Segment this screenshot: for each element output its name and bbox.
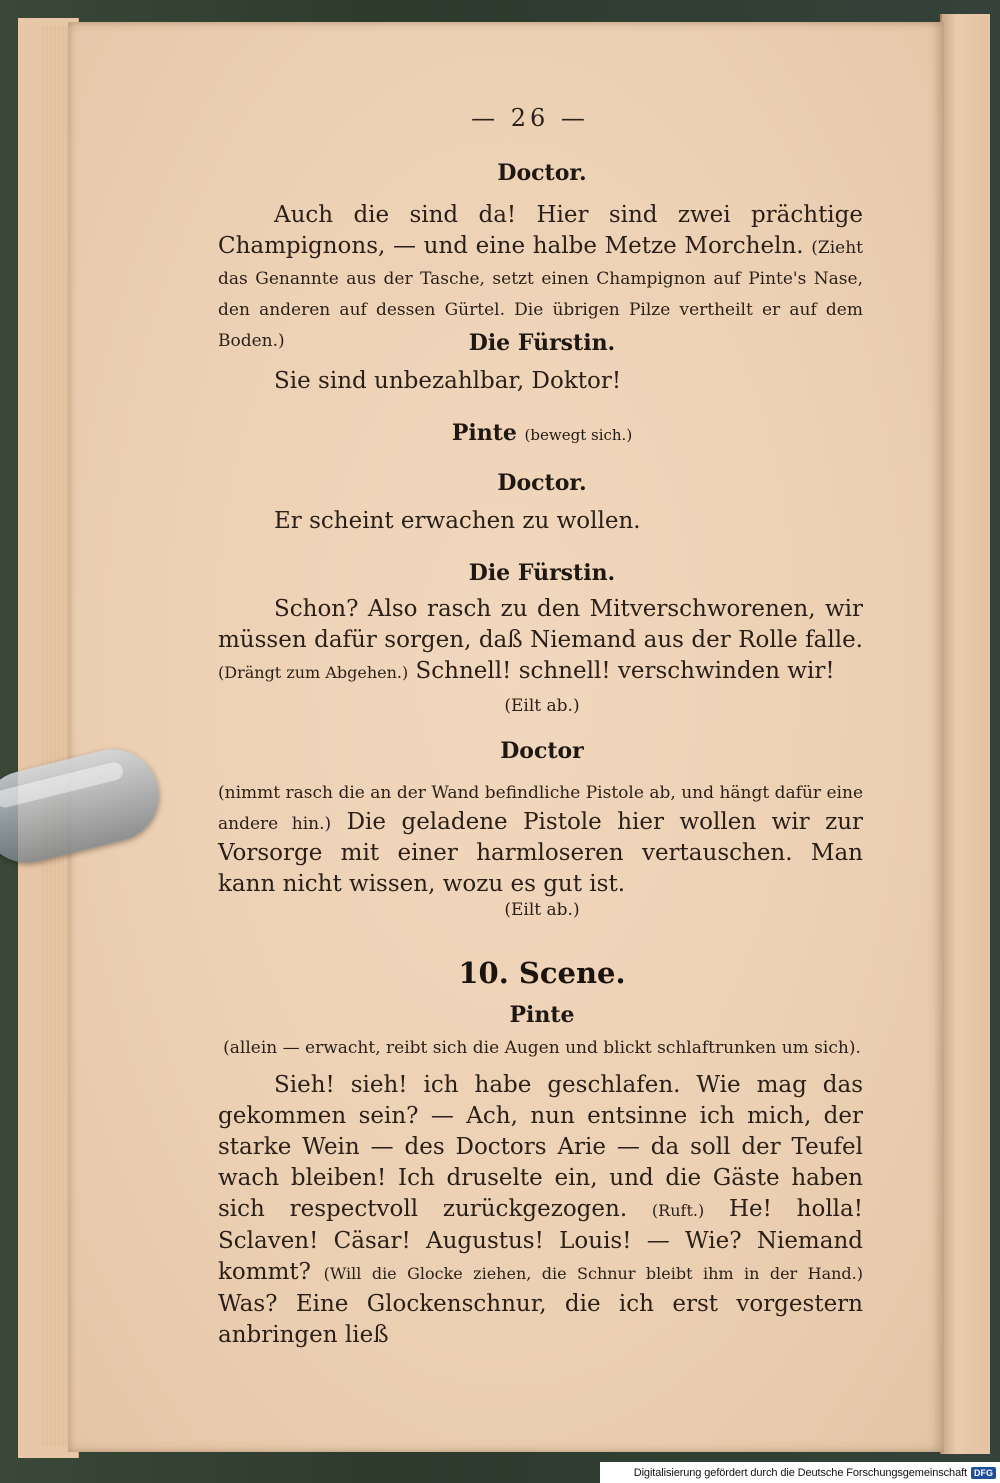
stage-direction: (Drängt zum Abgehen.) [218,663,409,682]
dialogue-doctor-3 [218,776,863,900]
exit-direction-1: (Eilt ab.) [504,696,580,716]
speaker-pinte-2: Pinte [509,1002,575,1028]
footer-text: Digitalisierung gefördert durch die Deutsche Forschungsgemeinschaft [633,1466,967,1479]
speaker-doctor-3: Doctor [500,738,584,764]
speaker-pinte-1 [222,420,862,446]
speaker-doctor-1: Doctor. [497,160,587,186]
stage-direction: (nimmt rasch die an der Wand befindliche Pistole ab, und hängt dafür eine andere hin.) [218,783,863,834]
dialogue-fuerstin-2 [218,594,863,688]
dialogue-text: Schnell! schnell! verschwinden wir! [415,658,835,684]
stage-direction: (bewegt sich.) [524,426,633,444]
right-page-edge [940,14,990,1454]
dialogue-text: Sieh! sieh! ich habe geschlafen. Wie mag das gekommen sein? — Ach, nun entsinne ich mich, der starke Wein — des Doctors Arie — da soll der Teufel wach bleiben! Ich druselte ein, und die Gäste haben sich respectvoll zurückgezogen. [218,1072,863,1222]
scene-heading: 10. Scene. [458,956,626,990]
stage-direction-pinte: (allein — erwacht, reibt sich die Augen und blickt schlaftrunken um sich). [223,1038,861,1058]
exit-direction-2: (Eilt ab.) [504,900,580,920]
dialogue-pinte-1 [218,1070,863,1351]
speaker-doctor-2: Doctor. [497,470,587,496]
speaker-fuerstin-1: Die Fürstin. [468,330,616,356]
page-number: — 26 — [471,104,589,132]
speaker-fuerstin-2: Die Fürstin. [468,560,616,586]
speaker-name: Pinte [451,420,517,446]
dialogue-text: He! holla! Sclaven! Cäsar! Augustus! Louis! — Wie? Niemand kommt? [218,1196,863,1285]
dialogue-doctor-2: Er scheint erwachen zu wollen. [274,508,641,534]
dfg-logo-icon: DFG [971,1467,996,1479]
dialogue-text: Die geladene Pistole hier wollen wir zur Vorsorge mit einer harmloseren vertauschen. Man kann nicht wissen, wozu es gut ist. [218,809,864,897]
stage-direction: (Ruft.) [651,1201,705,1220]
stage-direction: (Zieht das Genannte aus der Tasche, setzt einen Champignon auf Pinte's Nase, den anderen auf dessen Gürtel. Die übrigen Pilze vertheilt er auf dem Boden.) [218,238,863,351]
dialogue-fuerstin-1: Sie sind unbezahlbar, Doktor! [274,368,622,394]
dialogue-text: Was? Eine Glockenschnur, die ich erst vorgestern anbringen ließ [218,1291,863,1348]
digitization-footer [600,1462,1000,1483]
stage-direction: (Will die Glocke ziehen, die Schnur bleibt ihm in der Hand.) [323,1264,864,1283]
dialogue-text: Auch die sind da! Hier sind zwei prächtige Champignons, — und eine halbe Metze Morcheln. [218,202,863,259]
dialogue-text: Schon? Also rasch zu den Mitverschworenen, wir müssen dafür sorgen, daß Niemand aus der Rolle falle. [218,596,863,653]
